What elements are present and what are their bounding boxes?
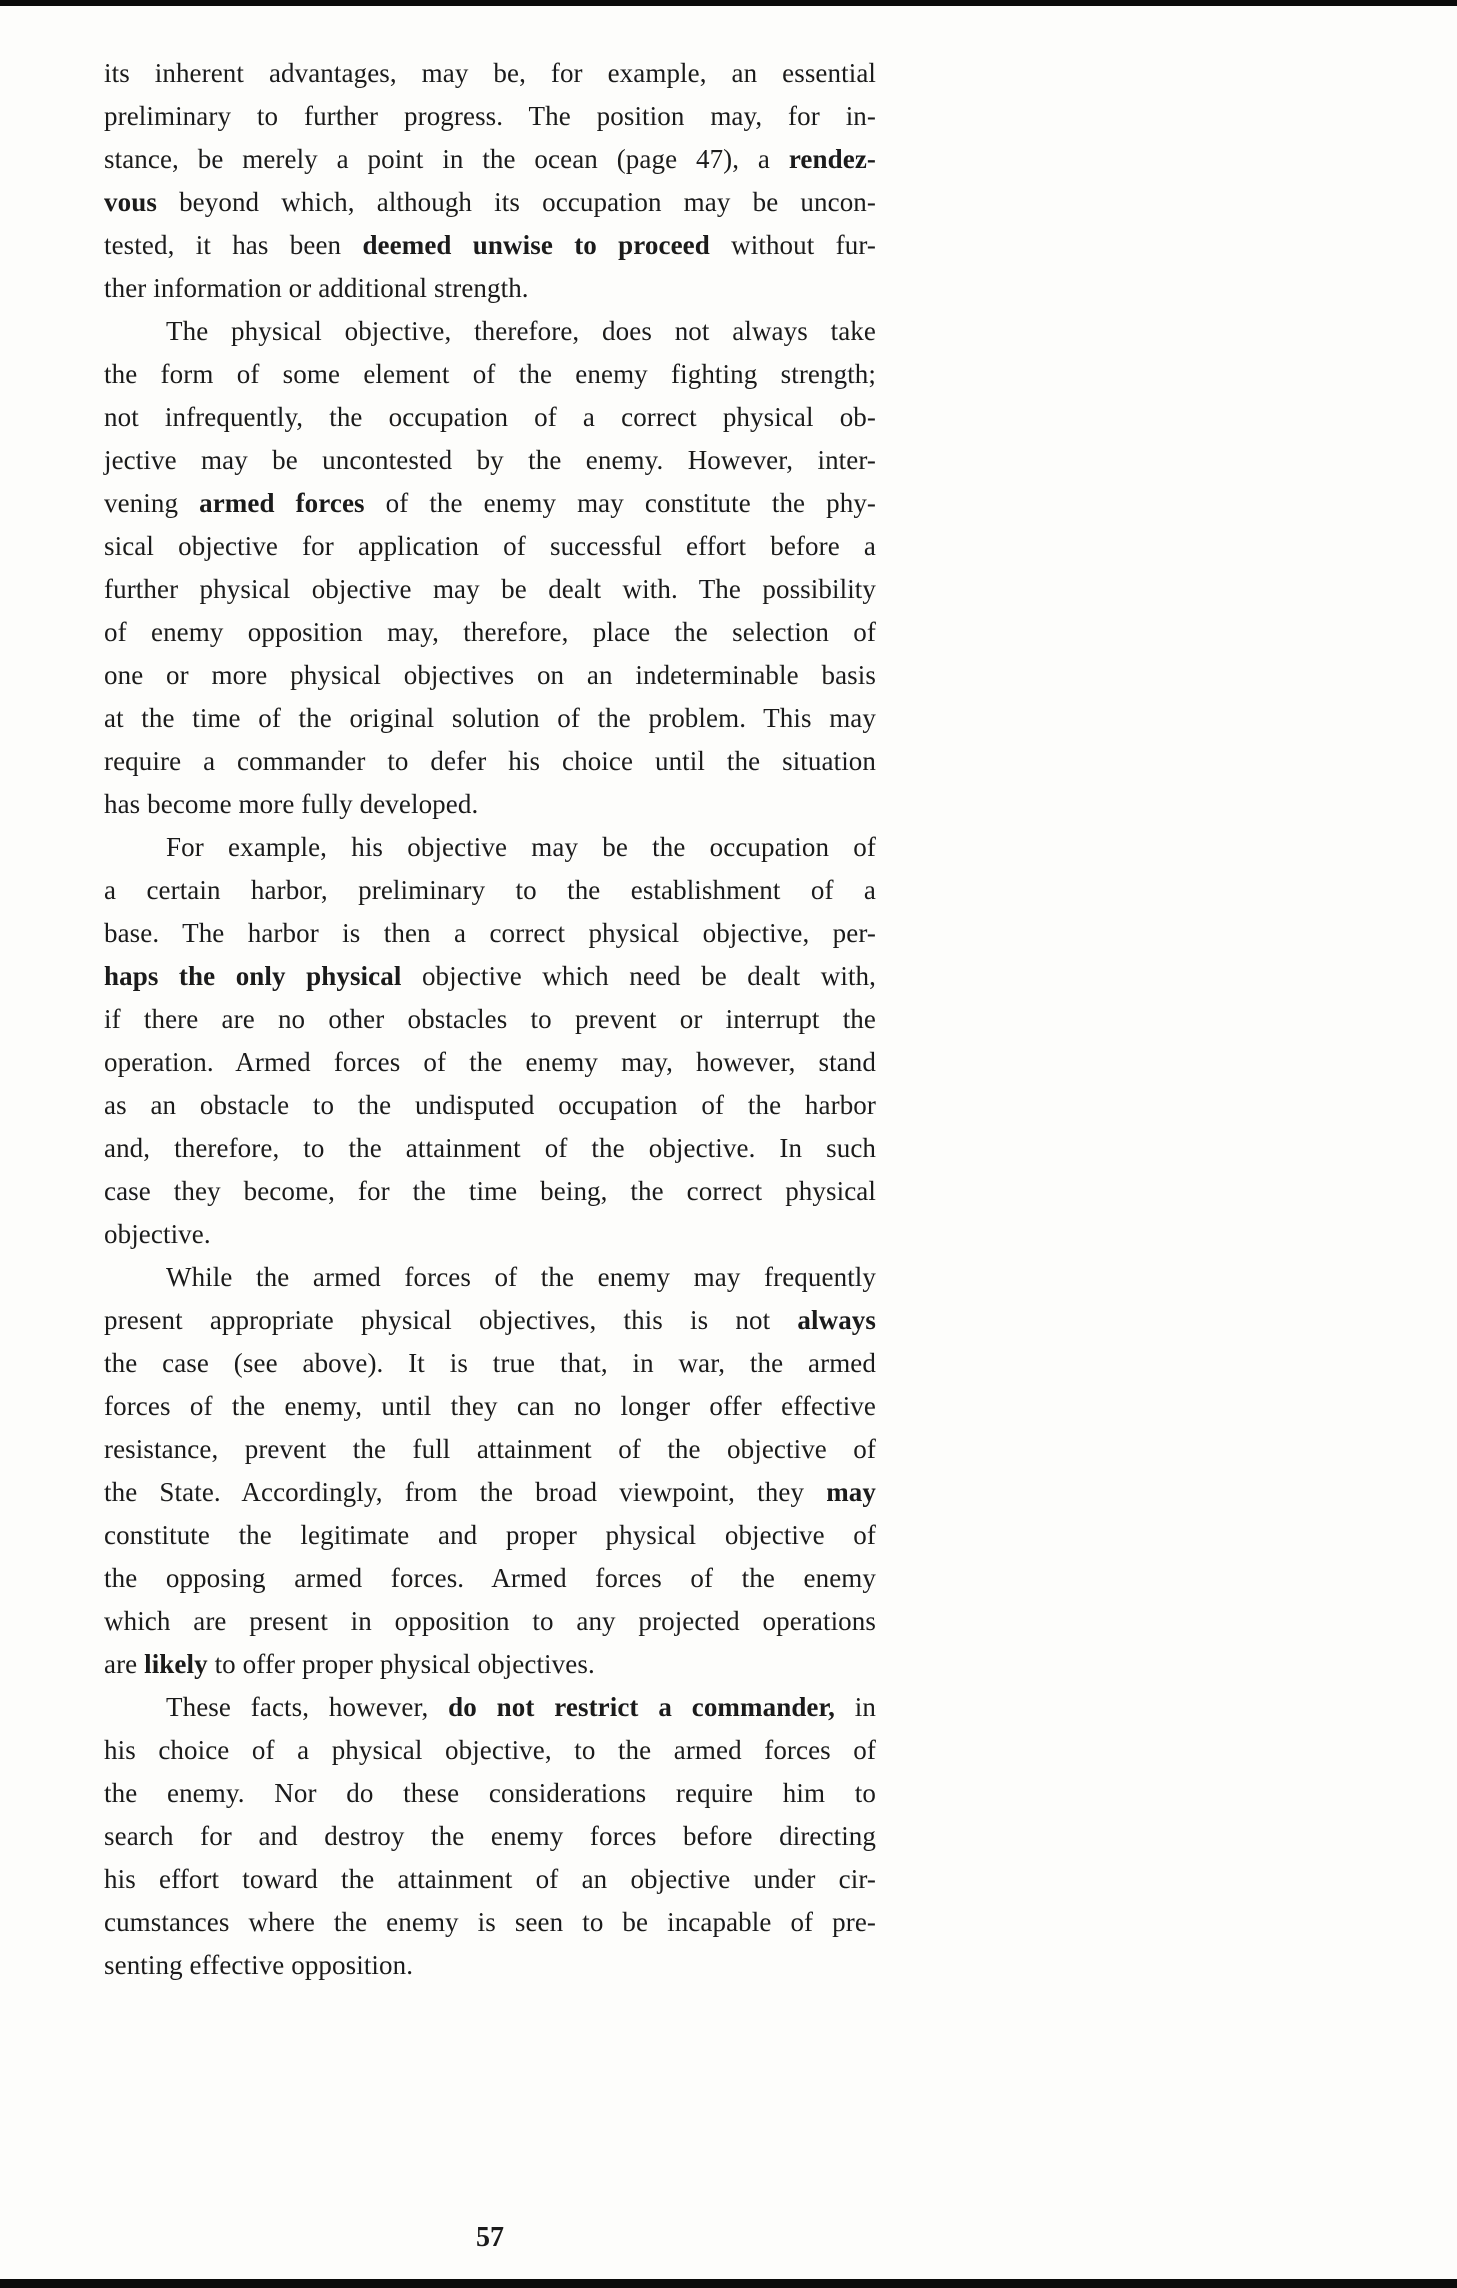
- text-line: [104, 1256, 876, 1299]
- text-run: in: [834, 1692, 876, 1722]
- text-run: For example, his objective may be the occupation of: [166, 832, 876, 862]
- bold-text-run: vous: [104, 187, 157, 217]
- text-run: preliminary to further progress. The position may, for in-: [104, 101, 876, 131]
- text-run: stance, be merely a point in the ocean (page 47), a: [104, 144, 789, 174]
- text-line: [104, 1213, 876, 1256]
- text-line: [104, 181, 876, 224]
- bold-text-run: may: [826, 1477, 876, 1507]
- text-run: are: [104, 1649, 145, 1679]
- text-line: [104, 1385, 876, 1428]
- text-run: has become more fully developed.: [104, 789, 479, 819]
- text-run: the form of some element of the enemy fighting strength;: [104, 359, 876, 389]
- text-run: case they become, for the time being, the correct physical: [104, 1176, 876, 1206]
- text-line: [104, 224, 876, 267]
- text-line: [104, 826, 876, 869]
- bold-text-run: deemed unwise to proceed: [362, 230, 710, 260]
- text-run: These facts, however,: [166, 1692, 449, 1722]
- text-line: [104, 1729, 876, 1772]
- text-run: the case (see above). It is true that, in war, the armed: [104, 1348, 876, 1378]
- text-line: [104, 1686, 876, 1729]
- text-line: [104, 138, 876, 181]
- text-run: senting effective opposition.: [104, 1950, 414, 1980]
- text-line: [104, 525, 876, 568]
- text-line: [104, 869, 876, 912]
- text-line: [104, 697, 876, 740]
- text-line: [104, 955, 876, 998]
- text-line: [104, 267, 876, 310]
- text-run: which are present in opposition to any projected operations: [104, 1606, 876, 1636]
- text-line: [104, 1471, 876, 1514]
- text-line: [104, 439, 876, 482]
- text-run: if there are no other obstacles to prevent or interrupt the: [104, 1004, 876, 1034]
- text-line: [104, 1944, 876, 1987]
- text-line: [104, 482, 876, 525]
- text-line: [104, 654, 876, 697]
- text-line: [104, 568, 876, 611]
- text-run: objective which need be dealt with,: [401, 961, 876, 991]
- scan-edge-bottom: [0, 2279, 1457, 2288]
- text-line: [104, 1557, 876, 1600]
- text-block: [104, 52, 876, 1987]
- text-line: [104, 1901, 876, 1944]
- text-line: [104, 1600, 876, 1643]
- text-line: [104, 1858, 876, 1901]
- text-run: vening: [104, 488, 200, 518]
- text-run: sical objective for application of successful effort before a: [104, 531, 876, 561]
- text-line: [104, 611, 876, 654]
- text-run: a certain harbor, preliminary to the establishment of a: [104, 875, 876, 905]
- text-run: jective may be uncontested by the enemy. However, inter-: [104, 445, 876, 475]
- bold-text-run: armed forces: [199, 488, 365, 518]
- bold-text-run: always: [797, 1305, 876, 1335]
- text-run: While the armed forces of the enemy may frequently: [166, 1262, 876, 1292]
- text-run: the State. Accordingly, from the broad viewpoint, they: [104, 1477, 827, 1507]
- text-run: not infrequently, the occupation of a correct physical ob-: [104, 402, 876, 432]
- text-run: further physical objective may be dealt with. The possibility: [104, 574, 876, 604]
- text-line: [104, 1815, 876, 1858]
- text-run: constitute the legitimate and proper physical objective of: [104, 1520, 876, 1550]
- text-run: at the time of the original solution of the problem. This may: [104, 703, 876, 733]
- text-line: [104, 998, 876, 1041]
- text-run: as an obstacle to the undisputed occupation of the harbor: [104, 1090, 876, 1120]
- bold-text-run: likely: [144, 1649, 208, 1679]
- text-run: base. The harbor is then a correct physical objective, per-: [104, 918, 876, 948]
- text-run: objective.: [104, 1219, 211, 1249]
- text-line: [104, 1170, 876, 1213]
- text-line: [104, 740, 876, 783]
- text-line: [104, 353, 876, 396]
- text-run: of the enemy may constitute the phy-: [364, 488, 877, 518]
- page-number: 57: [476, 2222, 504, 2253]
- text-run: to offer proper physical objectives.: [207, 1649, 595, 1679]
- text-line: [104, 1643, 876, 1686]
- text-line: [104, 1772, 876, 1815]
- text-run: his effort toward the attainment of an objective under cir-: [104, 1864, 876, 1894]
- text-run: ther information or additional strength.: [104, 273, 529, 303]
- text-run: resistance, prevent the full attainment of the objective of: [104, 1434, 876, 1464]
- text-line: [104, 396, 876, 439]
- text-run: his choice of a physical objective, to the armed forces of: [104, 1735, 876, 1765]
- text-run: present appropriate physical objectives, this is not: [104, 1305, 798, 1335]
- text-run: beyond which, although its occupation may be uncon-: [156, 187, 876, 217]
- text-line: [104, 95, 876, 138]
- bold-text-run: do not restrict a commander,: [448, 1692, 835, 1722]
- text-line: [104, 1084, 876, 1127]
- text-line: [104, 1127, 876, 1170]
- text-run: of enemy opposition may, therefore, place the selection of: [104, 617, 876, 647]
- text-line: [104, 52, 876, 95]
- bold-text-run: haps the only physical: [104, 961, 402, 991]
- text-line: [104, 1041, 876, 1084]
- text-line: [104, 912, 876, 955]
- text-run: one or more physical objectives on an indeterminable basis: [104, 660, 876, 690]
- text-line: [104, 1299, 876, 1342]
- text-line: [104, 1514, 876, 1557]
- text-line: [104, 783, 876, 826]
- text-run: the enemy. Nor do these considerations require him to: [104, 1778, 876, 1808]
- text-run: cumstances where the enemy is seen to be incapable of pre-: [104, 1907, 876, 1937]
- text-run: the opposing armed forces. Armed forces of the enemy: [104, 1563, 876, 1593]
- text-run: its inherent advantages, may be, for example, an essential: [104, 58, 876, 88]
- text-run: search for and destroy the enemy forces before directing: [104, 1821, 876, 1851]
- text-run: The physical objective, therefore, does not always take: [166, 316, 876, 346]
- text-line: [104, 1428, 876, 1471]
- text-line: [104, 1342, 876, 1385]
- text-run: without fur-: [709, 230, 876, 260]
- text-run: require a commander to defer his choice until the situation: [104, 746, 876, 776]
- bold-text-run: rendez-: [788, 144, 876, 174]
- text-run: operation. Armed forces of the enemy may, however, stand: [104, 1047, 876, 1077]
- text-line: [104, 310, 876, 353]
- text-run: forces of the enemy, until they can no longer offer effective: [104, 1391, 876, 1421]
- text-run: tested, it has been: [104, 230, 363, 260]
- text-run: and, therefore, to the attainment of the objective. In such: [104, 1133, 876, 1163]
- scan-edge-top: [0, 0, 1457, 6]
